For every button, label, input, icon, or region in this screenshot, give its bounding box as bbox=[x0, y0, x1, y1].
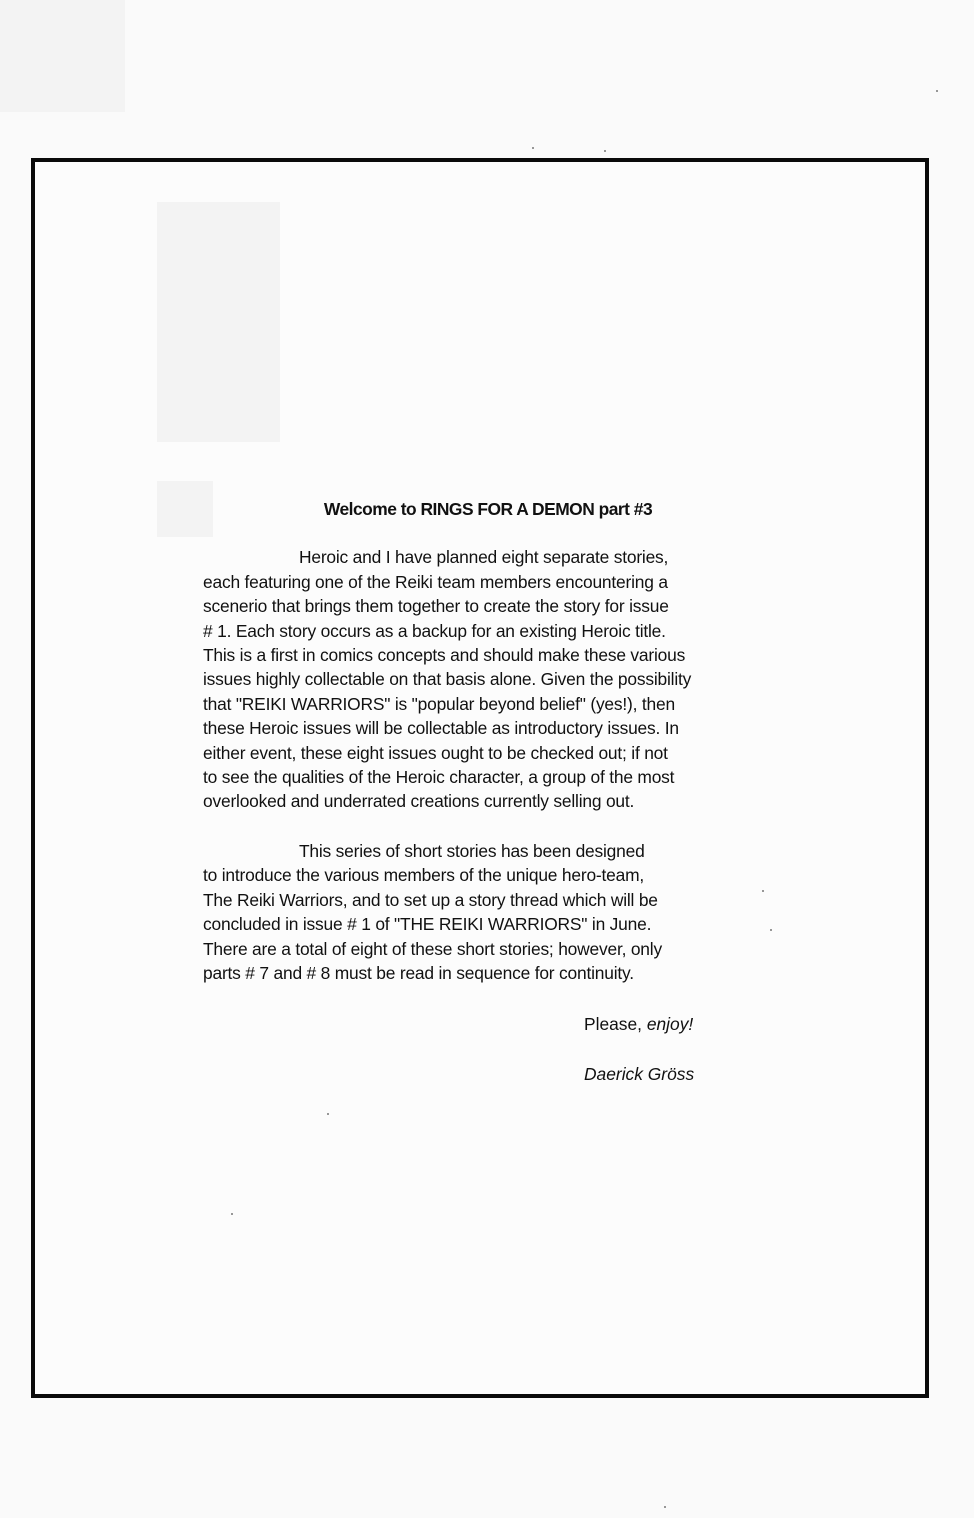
text-line: This is a first in comics concepts and should make these various bbox=[203, 645, 686, 666]
text-line: to see the qualities of the Heroic character, a group of the most bbox=[203, 767, 675, 788]
paragraph-1 bbox=[203, 545, 763, 813]
text-line: that "REIKI WARRIORS" is "popular beyond belief" (yes!), then bbox=[203, 693, 675, 714]
text-line: This series of short stories has been designed bbox=[299, 840, 645, 861]
closing-enjoy: enjoy! bbox=[646, 1014, 694, 1034]
text-line: scenerio that brings them together to create the story for issue bbox=[203, 596, 669, 617]
scan-speck bbox=[327, 1113, 329, 1115]
text-line: each featuring one of the Reiki team members encountering a bbox=[203, 571, 668, 592]
text-line: either event, these eight issues ought to be checked out; if not bbox=[203, 742, 668, 763]
closing-block bbox=[584, 1012, 694, 1086]
scan-speck bbox=[770, 929, 772, 931]
scan-speck bbox=[664, 1506, 666, 1508]
text-line: these Heroic issues will be collectable as introductory issues. In bbox=[203, 718, 679, 739]
scan-speck bbox=[604, 150, 606, 152]
closing-please: Please, bbox=[584, 1014, 647, 1034]
paragraph-2 bbox=[203, 839, 763, 985]
text-line: The Reiki Warriors, and to set up a story thread which will be bbox=[203, 889, 658, 910]
text-line: Heroic and I have planned eight separate stories, bbox=[299, 547, 669, 568]
scan-shadow-top-left bbox=[0, 0, 125, 112]
scan-speck bbox=[936, 90, 938, 92]
text-line: to introduce the various members of the unique hero-team, bbox=[203, 865, 645, 886]
text-line: overlooked and underrated creations currently selling out. bbox=[203, 791, 635, 812]
scan-speck bbox=[762, 890, 764, 892]
text-line: issues highly collectable on that basis alone. Given the possibility bbox=[203, 669, 692, 690]
scan-shadow-block bbox=[157, 202, 280, 442]
text-line: concluded in issue # 1 of "THE REIKI WARRIORS" in June. bbox=[203, 914, 652, 935]
text-line: parts # 7 and # 8 must be read in sequence for continuity. bbox=[203, 962, 634, 983]
letter-title: Welcome to RINGS FOR A DEMON part #3 bbox=[323, 499, 653, 519]
scan-speck bbox=[231, 1213, 233, 1215]
closing-line bbox=[584, 1012, 694, 1036]
scan-speck bbox=[532, 147, 534, 149]
text-line: There are a total of eight of these short stories; however, only bbox=[203, 938, 662, 959]
signature: Daerick Gröss bbox=[584, 1064, 695, 1084]
text-line: # 1. Each story occurs as a backup for an existing Heroic title. bbox=[203, 620, 666, 641]
letter-body bbox=[203, 497, 763, 985]
